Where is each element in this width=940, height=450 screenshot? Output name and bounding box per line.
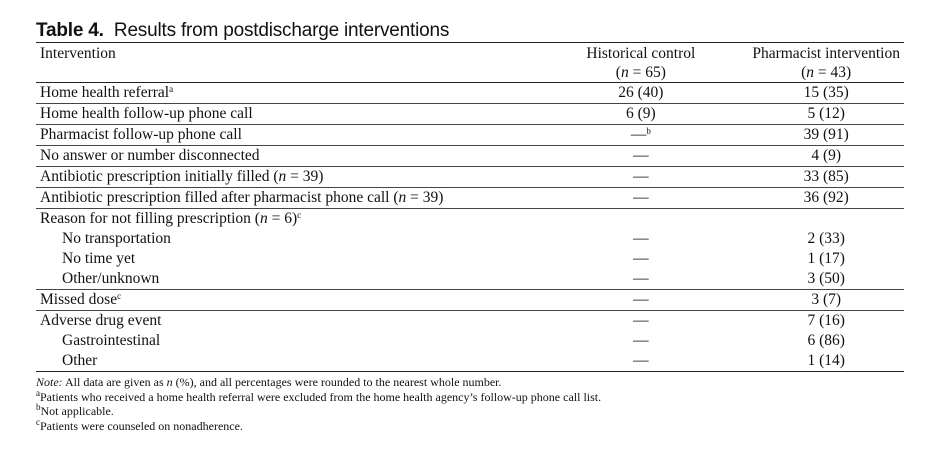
intervention-cell (36, 311, 533, 332)
pharmacist-intervention-value: 6 (86) (807, 332, 845, 349)
pharmacist-intervention-value: 1 (17) (807, 250, 845, 267)
pharmacist-intervention-cell (748, 83, 904, 104)
pharmacist-intervention-cell (748, 167, 904, 188)
historical-control-value: — (633, 291, 649, 308)
footnote-mark: c (117, 291, 122, 301)
intervention-label: Home health referral (40, 84, 170, 101)
pharmacist-intervention-cell (748, 269, 904, 290)
intervention-label: Home health follow-up phone call (40, 105, 253, 122)
pharmacist-intervention-cell (748, 229, 904, 249)
historical-control-value: — (633, 168, 649, 185)
table-row (36, 146, 904, 167)
pharmacist-intervention-value: 2 (33) (807, 230, 845, 247)
pharmacist-intervention-cell (748, 311, 904, 332)
table-row (36, 125, 904, 146)
historical-control-cell (533, 290, 748, 311)
historical-control-cell (533, 269, 748, 290)
footnote-text: Patients who received a home health referral were excluded from the home health agency’s follow-up phone call list. (40, 389, 602, 404)
table-row (36, 167, 904, 188)
intervention-label: Reason for not filling prescription (n = 6) (40, 210, 298, 227)
intervention-cell (36, 83, 533, 104)
pharmacist-intervention-value: 39 (91) (803, 126, 849, 143)
historical-control-cell (533, 104, 748, 125)
pharmacist-intervention-cell (748, 146, 904, 167)
footnotes (36, 387, 904, 434)
pharmacist-intervention-cell (748, 331, 904, 351)
footnote-mark: c (36, 416, 40, 427)
results-table (36, 43, 904, 372)
historical-control-cell (533, 167, 748, 188)
intervention-cell (36, 331, 533, 351)
footnote (36, 404, 904, 419)
table-title: Results from postdischarge interventions (113, 20, 450, 41)
pharmacist-intervention-value: 1 (14) (807, 352, 845, 369)
pharmacist-intervention-value: 5 (12) (807, 105, 845, 122)
intervention-label: Missed dose (40, 291, 118, 308)
historical-control-cell (533, 351, 748, 372)
historical-control-value: — (633, 147, 649, 164)
intervention-label: Antibiotic prescription filled after pharmacist phone call (n = 39) (40, 189, 444, 206)
historical-control-cell (533, 209, 748, 230)
pharmacist-intervention-value: 33 (85) (803, 168, 849, 185)
table-row (36, 331, 904, 351)
header-historical-control-n: (n = 65) (615, 64, 666, 81)
table-label: Table 4. (36, 20, 104, 41)
header-intervention (36, 43, 533, 83)
intervention-label: Antibiotic prescription initially filled (n = 39) (40, 168, 324, 185)
pharmacist-intervention-cell (748, 188, 904, 209)
intervention-cell (36, 290, 533, 311)
header-intervention-label: Intervention (40, 45, 116, 62)
header-pharmacist-intervention-label: Pharmacist intervention (752, 45, 900, 62)
table-row (36, 311, 904, 332)
intervention-cell (36, 146, 533, 167)
table-header (36, 43, 904, 83)
pharmacist-intervention-value: 36 (92) (803, 189, 849, 206)
intervention-label: Adverse drug event (40, 312, 162, 329)
historical-control-cell (533, 311, 748, 332)
header-historical-control (533, 43, 748, 83)
intervention-label: No answer or number disconnected (40, 147, 260, 164)
table-row (36, 269, 904, 290)
table-row (36, 209, 904, 230)
historical-control-value: — (633, 332, 649, 349)
footnote-mark: a (169, 84, 174, 94)
historical-control-value: — (630, 126, 647, 143)
note-general (36, 375, 904, 390)
table-caption (36, 20, 904, 43)
footnote-mark: c (297, 210, 302, 220)
pharmacist-intervention-value: 3 (7) (811, 291, 842, 308)
intervention-cell (36, 229, 533, 249)
header-row (36, 43, 904, 83)
historical-control-cell (533, 125, 748, 146)
footnote-mark: b (36, 402, 41, 412)
pharmacist-intervention-value: 7 (16) (807, 312, 845, 329)
table-row (36, 229, 904, 249)
intervention-label: No transportation (62, 230, 171, 247)
footnote (36, 387, 904, 405)
pharmacist-intervention-cell (748, 249, 904, 269)
note-text: All data are given as n (%), and all percentages were rounded to the nearest whole number. (65, 375, 502, 389)
historical-control-value: — (633, 189, 649, 206)
pharmacist-intervention-value: 15 (35) (803, 84, 849, 101)
historical-control-value: — (633, 250, 649, 267)
footnote-mark: b (646, 126, 651, 136)
intervention-label: Pharmacist follow-up phone call (40, 126, 242, 143)
historical-control-value: 26 (40) (618, 84, 664, 101)
pharmacist-intervention-value: 3 (50) (807, 270, 845, 287)
footnote (36, 416, 904, 434)
historical-control-value: — (633, 352, 649, 369)
header-pharmacist-intervention-n: (n = 43) (801, 64, 852, 81)
pharmacist-intervention-value: 4 (9) (811, 147, 842, 164)
historical-control-cell (533, 229, 748, 249)
pharmacist-intervention-cell (748, 351, 904, 372)
intervention-cell (36, 269, 533, 290)
intervention-cell (36, 351, 533, 372)
historical-control-value: 6 (9) (625, 105, 656, 122)
historical-control-cell (533, 188, 748, 209)
table-row (36, 83, 904, 104)
header-historical-control-label: Historical control (586, 45, 696, 62)
header-pharmacist-intervention (748, 43, 904, 83)
intervention-label: No time yet (62, 250, 136, 267)
intervention-cell (36, 249, 533, 269)
intervention-cell (36, 188, 533, 209)
intervention-cell (36, 209, 533, 230)
historical-control-cell (533, 146, 748, 167)
intervention-label: Other/unknown (62, 270, 160, 287)
pharmacist-intervention-cell (748, 125, 904, 146)
historical-control-cell (533, 249, 748, 269)
results-table-container (36, 20, 904, 433)
intervention-cell (36, 125, 533, 146)
footnote-text: Not applicable. (40, 404, 114, 418)
historical-control-cell (533, 83, 748, 104)
historical-control-value: — (633, 230, 649, 247)
pharmacist-intervention-cell (748, 290, 904, 311)
intervention-label: Gastrointestinal (62, 332, 161, 349)
footnote-text: Patients were counseled on nonadherence. (40, 418, 243, 433)
intervention-cell (36, 167, 533, 188)
footnote-mark: a (36, 387, 40, 398)
table-row (36, 351, 904, 372)
table-row (36, 290, 904, 311)
historical-control-value: — (633, 270, 649, 287)
table-row (36, 249, 904, 269)
pharmacist-intervention-cell (748, 209, 904, 230)
historical-control-cell (533, 331, 748, 351)
table-body (36, 83, 904, 372)
note-label: Note: (36, 375, 63, 389)
intervention-label: Other (62, 352, 98, 369)
pharmacist-intervention-cell (748, 104, 904, 125)
table-notes (36, 375, 904, 433)
table-row (36, 104, 904, 125)
historical-control-value: — (633, 312, 649, 329)
intervention-cell (36, 104, 533, 125)
table-row (36, 188, 904, 209)
